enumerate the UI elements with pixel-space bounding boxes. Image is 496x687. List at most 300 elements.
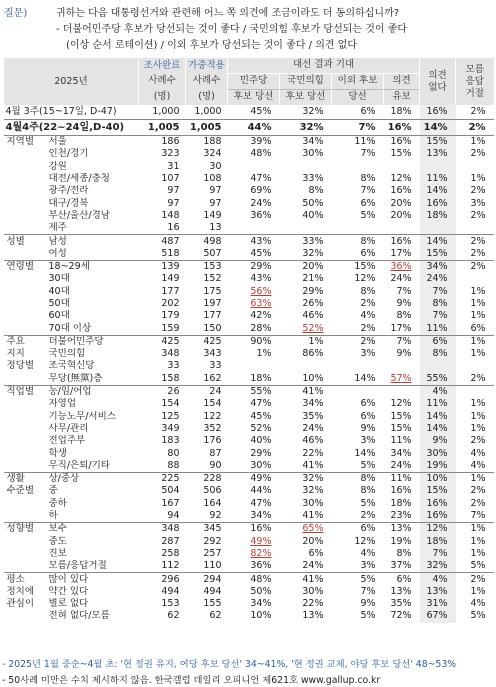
cell-other: 3%	[360, 560, 376, 572]
cell-n: 348	[161, 348, 180, 360]
row-label: 약간 있다	[48, 585, 89, 597]
cell-other: 2%	[360, 510, 376, 522]
row-label: 대전/세종/충청	[48, 173, 110, 185]
cell-w: 154	[203, 398, 222, 410]
cell-other	[332, 222, 384, 235]
cell-none: 7%	[420, 310, 456, 322]
table-row	[4, 286, 494, 298]
cell-n: 177	[161, 285, 180, 297]
cell-other: 15%	[332, 260, 384, 273]
row-label: 강원	[48, 160, 67, 172]
header-dem-1: 민주당	[228, 73, 280, 89]
question-line-1: 귀하는 다음 대통령선거와 관련해 어느 쪽 의견에 조금이라도 더 동의하십니까?	[56, 8, 400, 19]
cell-w: 197	[203, 298, 222, 309]
cell-other: 2%	[360, 298, 376, 309]
cell-dem: 49%	[250, 535, 272, 547]
cell-opinion: 8%	[396, 310, 412, 322]
table-row	[4, 360, 494, 372]
table-row	[4, 485, 494, 497]
cell-opinion: 12%	[390, 398, 412, 410]
cell-dem: 63%	[250, 298, 272, 309]
cell-ppp: 13%	[302, 610, 324, 622]
cell-n: 148	[161, 209, 180, 221]
row-label: 하	[48, 510, 58, 522]
cell-ppp: 41%	[280, 385, 332, 398]
cell-n: 107	[161, 173, 180, 185]
cell-w: 294	[186, 573, 228, 586]
header-weighted-1: 가중적용	[186, 58, 228, 73]
cell-none: 16%	[420, 510, 456, 523]
cell-n: 26	[139, 385, 186, 398]
header-weighted-3: (명)	[186, 89, 228, 105]
cell-none: 11%	[420, 398, 456, 410]
cell-w: 324	[203, 148, 222, 160]
cell-none: 14%	[420, 235, 456, 248]
cell-ppp: 65%	[280, 523, 332, 536]
cell-none: 10%	[420, 473, 456, 486]
table-row	[4, 248, 494, 261]
cell-dem: 44%	[250, 485, 272, 497]
cell-unsure: 4%	[470, 459, 486, 471]
cell-ppp: 50%	[302, 197, 324, 209]
cell-none: 32%	[420, 560, 456, 573]
cell-w: 13	[209, 222, 222, 234]
cell-w: 97	[209, 197, 222, 209]
table-row	[4, 385, 494, 398]
row-label: 보수	[47, 523, 139, 536]
cell-n: 258	[161, 547, 180, 559]
cell-n: 153	[161, 598, 180, 610]
cell-opinion: 20%	[390, 209, 412, 221]
cell-n: 154	[161, 398, 180, 410]
row-label: 더불어민주당	[47, 335, 139, 348]
cell-n: 149	[161, 273, 180, 285]
row-label: 서울	[48, 136, 67, 148]
cell-none: 11%	[420, 322, 456, 335]
cell-opinion: 24%	[390, 459, 412, 471]
table-row	[4, 161, 494, 173]
table-row	[4, 298, 494, 310]
table-row	[4, 197, 494, 209]
cell-unsure	[456, 385, 494, 398]
cell-w: 33	[209, 360, 222, 372]
row-label: 광주/전라	[48, 185, 89, 197]
cell-unsure	[456, 161, 494, 173]
cell-opinion	[384, 222, 420, 235]
row-label: 중도	[48, 535, 67, 547]
cell-other: 2%	[360, 322, 376, 334]
cell-w: 177	[203, 310, 222, 322]
cell-n: 323	[161, 148, 180, 160]
footnote-2: - 50사례 미만은 수치 제시하지 않음. 한국갤럽 데일리 오피니언 제621호 www.gallup.co.kr	[2, 675, 381, 686]
cell-dem: 56%	[250, 285, 272, 297]
cell-opinion: 20%	[390, 197, 412, 209]
row-label: 전혀 없다/모름	[48, 610, 110, 622]
cell-w: 155	[203, 598, 222, 610]
cell-opinion: 16%	[390, 485, 412, 497]
cell-dem: 45%	[250, 410, 272, 422]
cell-ppp: 8%	[308, 185, 324, 197]
cell-ppp: 24%	[302, 422, 324, 434]
header-ppp-2: 후보 당선	[280, 89, 332, 105]
cell-dem: 18%	[250, 372, 272, 384]
cell-opinion: 11%	[384, 473, 420, 486]
cell-ppp: 22%	[302, 598, 324, 610]
cell-none: 19%	[420, 460, 456, 473]
cell-unsure: 2%	[470, 435, 486, 447]
table-row	[4, 586, 494, 598]
cell-other: 14%	[354, 447, 376, 459]
cell-unsure: 1%	[470, 285, 486, 297]
cell-dem: 69%	[250, 185, 272, 197]
row-label: 60대	[48, 310, 70, 322]
cell-w: 30	[209, 160, 222, 172]
table-row	[4, 510, 494, 523]
table-row	[4, 523, 494, 536]
cell-none: 34%	[420, 260, 456, 273]
row-group-label: 지역별	[6, 136, 35, 148]
cell-unsure	[456, 222, 494, 235]
cell-ppp: 20%	[280, 260, 332, 273]
table-row	[4, 373, 494, 386]
cell-ppp: 46%	[302, 435, 324, 447]
cell-w: 153	[186, 260, 228, 273]
cell-unsure: 7%	[470, 510, 486, 522]
cell-other: 14%	[354, 372, 376, 384]
cell-w: 257	[203, 547, 222, 559]
cell-none: 15%	[420, 485, 456, 497]
cell-ppp: 46%	[302, 310, 324, 322]
cell-w: 506	[203, 485, 222, 497]
cell-ppp: 1%	[280, 335, 332, 348]
cell-ppp: 30%	[302, 585, 324, 597]
cell-none: 16%	[420, 197, 456, 209]
table-row	[4, 136, 494, 149]
cell-none: 15%	[420, 136, 456, 149]
footnote-1: - 2025년 1월 중순~4월 초: '현 정권 유지, 여당 후보 당선' 34~41%, '현 정권 교체, 야당 후보 당선' 48~53%	[2, 659, 457, 670]
cell-none: 14%	[420, 185, 456, 197]
cell-n: 225	[139, 473, 186, 486]
cell-other: 8%	[332, 473, 384, 486]
row-group-label	[4, 460, 47, 473]
table-row	[4, 335, 494, 348]
question-label: 질문)	[4, 8, 28, 19]
cell-dem: 48%	[228, 573, 280, 586]
cell-other: 6%	[360, 247, 376, 259]
cell-dem	[228, 222, 280, 235]
row-label: 농/임/어업	[47, 385, 139, 398]
cell-opinion: 9%	[396, 348, 412, 360]
row-label: 상/중상	[47, 473, 139, 486]
table-row	[4, 273, 494, 285]
table-row	[4, 148, 494, 160]
cell-dem: 36%	[250, 209, 272, 221]
cell-dem: 43%	[250, 273, 272, 285]
cell-opinion: 6%	[384, 573, 420, 586]
cell-other: 9%	[360, 598, 376, 610]
cell-opinion: 18%	[390, 497, 412, 509]
cell-none: 67%	[420, 610, 456, 622]
row-label: 대구/경북	[48, 197, 89, 209]
cell-none: 13%	[420, 586, 456, 598]
cell-unsure: 1%	[470, 136, 486, 148]
cell-other: 12%	[354, 535, 376, 547]
cell-n: 62	[167, 610, 180, 622]
cell-other: 7%	[360, 585, 376, 597]
cell-w: 425	[186, 335, 228, 348]
cell-other: 6%	[360, 410, 376, 422]
cell-opinion: 7%	[384, 335, 420, 348]
cell-opinion: 36%	[384, 260, 420, 273]
row-group-label	[4, 498, 47, 510]
row-group-label: 성향별	[4, 523, 47, 536]
cell-none: 9%	[420, 435, 456, 447]
cell-opinion: 15%	[390, 148, 412, 160]
cell-n: 186	[161, 136, 180, 148]
cell-dem: 16%	[228, 523, 280, 536]
cell-n: 158	[161, 372, 180, 384]
cell-unsure: 1%	[470, 348, 486, 360]
cell-ppp: 30%	[302, 148, 324, 160]
cell-n: 202	[161, 298, 180, 309]
cell-n: 349	[161, 422, 180, 434]
cell-other: 7%	[360, 148, 376, 160]
cell-dem: 34%	[250, 598, 272, 610]
cell-other: 9%	[360, 422, 376, 434]
cell-ppp: 10%	[302, 372, 324, 384]
row-group-label	[4, 411, 47, 423]
cell-opinion: 57%	[390, 372, 412, 384]
question-line-2: - 더불어민주당 후보가 당선되는 것이 좋다 / 국민의힘 후보가 당선되는 것이 좋다	[56, 24, 408, 35]
cell-none: 16%	[420, 498, 456, 510]
cell-other: 5%	[360, 610, 376, 622]
cell-ppp: 41%	[280, 573, 332, 586]
row-label: 50대	[48, 298, 70, 309]
cell-none: 7%	[420, 548, 456, 560]
cell-unsure: 1%	[470, 310, 486, 322]
cell-none: 15%	[420, 248, 456, 261]
header-weighted-2: 사례수	[186, 73, 228, 89]
cell-dem: 24%	[250, 197, 272, 209]
cell-unsure: 1%	[470, 173, 486, 185]
row-label: 중하	[48, 497, 67, 509]
cell-ppp: 20%	[302, 535, 324, 547]
cell-unsure: 1%	[470, 298, 486, 309]
header-period: 2025년	[4, 58, 139, 105]
cell-other	[332, 161, 384, 173]
row-group-label	[4, 610, 47, 622]
cell-none: 12%	[420, 523, 456, 536]
cell-opinion: 8%	[396, 547, 412, 559]
row-group-label	[4, 435, 47, 447]
row-label: 많이 있다	[47, 573, 139, 586]
cell-opinion: 16%	[390, 185, 412, 197]
cell-unsure	[456, 360, 494, 372]
cell-none: 24%	[420, 273, 456, 285]
cell-opinion: 15%	[390, 422, 412, 434]
cell-unsure: 1%	[470, 535, 486, 547]
cell-unsure: 2%	[456, 260, 494, 273]
cell-none: 8%	[420, 348, 456, 360]
header-sample-3: (명)	[139, 89, 186, 105]
header-opinion-1: 의견	[384, 73, 420, 89]
cell-ppp: 29%	[302, 285, 324, 297]
row-group-label	[4, 310, 47, 322]
row-label: 모름/응답거절	[48, 560, 107, 572]
row-group-label	[4, 161, 47, 173]
cell-opinion: 13%	[384, 523, 420, 536]
cell-dem: 48%	[250, 148, 272, 160]
row-group-label	[4, 185, 47, 197]
cell-unsure: 2%	[470, 148, 486, 160]
row-group-label	[4, 197, 47, 209]
row-group-label	[4, 173, 47, 185]
cell-ppp	[280, 222, 332, 235]
cell-ppp: 21%	[302, 273, 324, 285]
header-other-2: 당선	[332, 89, 384, 105]
cell-opinion: 15%	[390, 410, 412, 422]
table-row	[4, 610, 494, 622]
row-group-label	[4, 510, 47, 523]
cell-unsure: 2%	[470, 185, 486, 197]
row-label: 중	[48, 485, 58, 497]
cell-w: 292	[203, 535, 222, 547]
cell-w: 97	[209, 185, 222, 197]
cell-ppp: 41%	[302, 459, 324, 471]
cell-opinion: 19%	[390, 535, 412, 547]
cell-w: 62	[209, 610, 222, 622]
row-label: 18~29세	[47, 260, 139, 273]
cell-other: 4%	[360, 310, 376, 322]
cell-dem: 47%	[250, 173, 272, 185]
row-group-label	[4, 273, 47, 285]
cell-unsure: 1%	[470, 547, 486, 559]
cell-n: 348	[139, 523, 186, 536]
cell-none: 18%	[420, 210, 456, 222]
cell-dem: 50%	[250, 585, 272, 597]
cell-n: 16	[167, 222, 180, 234]
table-row	[4, 348, 494, 360]
cell-ppp	[280, 161, 332, 173]
table-row	[4, 210, 494, 222]
cell-unsure: 2%	[456, 573, 494, 586]
table-row	[4, 235, 494, 248]
cell-opinion: 7%	[396, 285, 412, 297]
table-row	[4, 222, 494, 235]
table-row	[4, 322, 494, 335]
cell-other: 8%	[360, 485, 376, 497]
row-group-label	[4, 423, 47, 435]
table-row-previous: 4월 3주(15~17일, D-47) 1,000 1,000 45% 32% 6% 18% 16% 2%	[4, 105, 494, 120]
cell-unsure: 2%	[470, 209, 486, 221]
cell-ppp: 52%	[302, 322, 324, 334]
cell-opinion: 72%	[390, 610, 412, 622]
row-label: 학생	[48, 447, 67, 459]
row-group-label: 지지	[6, 348, 25, 360]
header-opinion-2: 유보	[384, 89, 420, 105]
row-label: 남성	[47, 235, 139, 248]
cell-ppp: 86%	[302, 348, 324, 360]
table-row	[4, 260, 494, 273]
cell-w: 150	[203, 322, 222, 334]
row-label: 기능노무/서비스	[48, 410, 116, 422]
cell-unsure: 3%	[470, 197, 486, 209]
cell-n: 287	[161, 535, 180, 547]
row-label: 무직/은퇴/기타	[48, 459, 110, 471]
cell-other: 4%	[360, 547, 376, 559]
cell-w: 188	[203, 136, 222, 148]
cell-other: 5%	[360, 497, 376, 509]
cell-none: 55%	[420, 373, 456, 386]
cell-dem: 34%	[250, 510, 272, 522]
cell-other: 8%	[332, 235, 384, 248]
cell-dem: 52%	[250, 422, 272, 434]
cell-n: 425	[139, 335, 186, 348]
cell-dem: 47%	[250, 497, 272, 509]
cell-unsure: 2%	[470, 485, 486, 497]
header-other-1: 이외 후보	[332, 73, 384, 89]
cell-opinion: 35%	[390, 598, 412, 610]
cell-opinion	[384, 360, 420, 372]
cell-none: 6%	[420, 335, 456, 348]
row-group-label: 정당별	[6, 360, 35, 372]
cell-w: 164	[203, 497, 222, 509]
cell-w: 162	[203, 372, 222, 384]
cell-none: 11%	[420, 173, 456, 185]
row-group-label: 주요	[4, 335, 47, 348]
cell-w: 352	[203, 422, 222, 434]
row-group-label: 수준별	[6, 485, 35, 497]
cell-other	[332, 385, 384, 398]
header-sample-1: 조사완료	[139, 58, 186, 73]
table-row	[4, 435, 494, 447]
row-label: 30대	[48, 273, 70, 285]
row-group-label	[4, 548, 47, 560]
cell-unsure: 2%	[470, 247, 486, 259]
cell-other: 5%	[360, 209, 376, 221]
row-group-label	[4, 536, 47, 548]
cell-ppp: 40%	[302, 209, 324, 221]
row-group-label	[4, 398, 47, 410]
cell-none: 8%	[420, 298, 456, 310]
cell-ppp: 32%	[280, 473, 332, 486]
cell-unsure: 5%	[470, 610, 486, 622]
cell-ppp: 32%	[302, 485, 324, 497]
cell-opinion: 11%	[390, 435, 412, 447]
cell-opinion: 12%	[390, 173, 412, 185]
cell-n: 504	[161, 485, 180, 497]
cell-other: 5%	[360, 459, 376, 471]
cell-w: 494	[203, 585, 222, 597]
table-row	[4, 473, 494, 486]
cell-opinion: 9%	[396, 298, 412, 309]
cell-other: 12%	[354, 273, 376, 285]
cell-n: 125	[161, 410, 180, 422]
cell-none: 7%	[420, 286, 456, 298]
cell-ppp: 6%	[308, 547, 324, 559]
row-group-label	[4, 322, 47, 335]
cell-ppp: 35%	[302, 410, 324, 422]
cell-opinion: 17%	[390, 322, 412, 334]
cell-dem: 29%	[250, 447, 272, 459]
cell-w: 498	[186, 235, 228, 248]
row-label: 조국혁신당	[48, 360, 95, 372]
header-unsure: 모름 응답 거절	[456, 58, 494, 105]
cell-ppp: 34%	[302, 136, 324, 148]
table-row	[4, 173, 494, 185]
cell-dem: 39%	[250, 136, 272, 148]
cell-dem: 49%	[228, 473, 280, 486]
